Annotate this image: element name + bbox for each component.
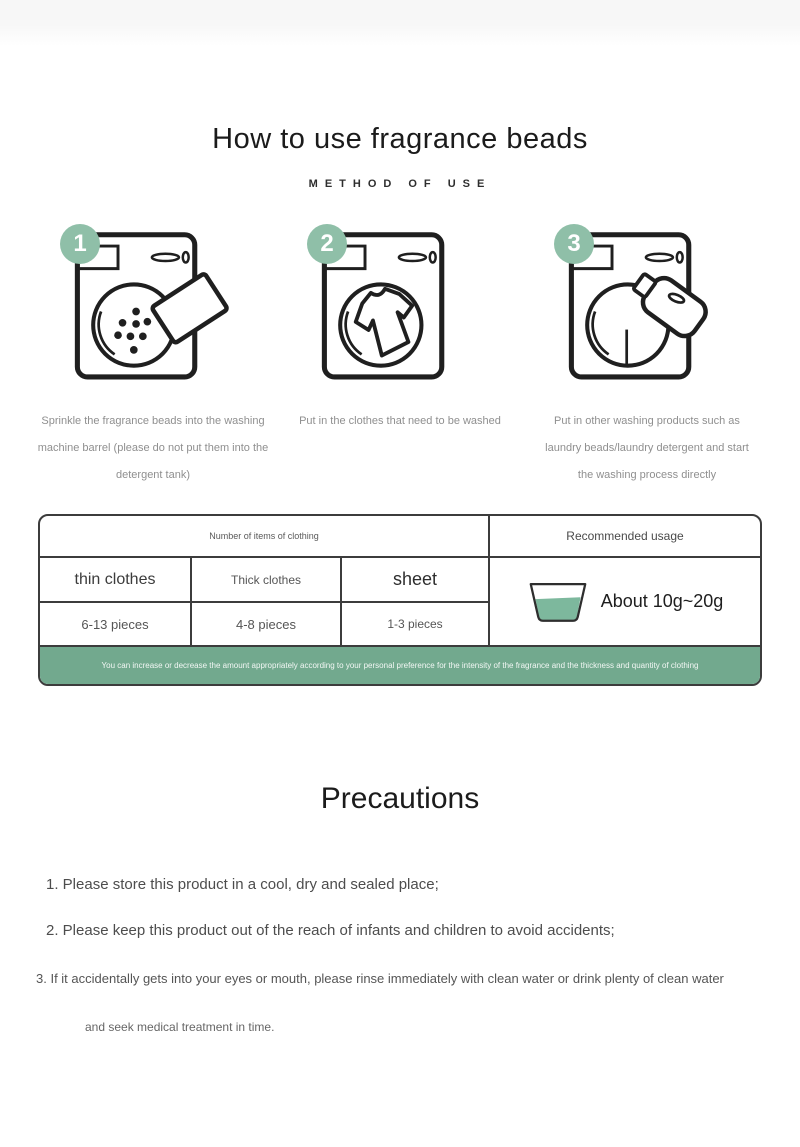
usage-table [38, 514, 762, 686]
precaution-item-1: 1. Please store this product in a cool, dry and sealed place; [46, 876, 439, 893]
step-3-illustration [562, 228, 732, 386]
clothing-type-sheet: sheet [342, 558, 490, 603]
step-3-caption: Put in other washing products such as laundry beads/laundry detergent and start the washing process directly [545, 415, 749, 481]
clothing-count-header: Number of items of clothing [40, 516, 490, 558]
step-1-caption: Sprinkle the fragrance beads into the washing machine barrel (please do not put them into the detergent tank) [37, 415, 269, 481]
step-1-illustration [68, 228, 238, 386]
step-3-badge: 3 [554, 224, 594, 264]
step-2-illustration [315, 228, 485, 386]
clothing-type-thin: thin clothes [40, 558, 192, 603]
precaution-item-3-continued: and seek medical treatment in time. [85, 1020, 275, 1034]
step-1 [30, 228, 276, 489]
precaution-item-3: 3. If it accidentally gets into your eyes or mouth, please rinse immediately with clean water or drink plenty of clean water [36, 971, 724, 986]
step-2-badge: 2 [307, 224, 347, 264]
recommended-usage-cell [490, 558, 760, 647]
recommended-usage-value: About 10g~20g [600, 591, 724, 611]
precaution-item-2: 2. Please keep this product out of the reach of infants and children to avoid accidents; [46, 922, 615, 939]
page-subtitle: METHOD OF USE [308, 178, 492, 190]
usage-note: You can increase or decrease the amount appropriately according to your personal preference for the intensity of the fragrance and the thickness and quantity of clothing [40, 647, 760, 684]
usage-steps [0, 228, 800, 489]
pieces-thick: 4-8 pieces [192, 603, 342, 647]
measuring-cup-icon [527, 581, 589, 623]
step-1-badge: 1 [60, 224, 100, 264]
precautions-title: Precautions [320, 782, 480, 815]
pieces-sheet: 1-3 pieces [342, 603, 490, 647]
clothing-type-thick: Thick clothes [192, 558, 342, 603]
step-2-caption: Put in the clothes that need to be washed [299, 415, 501, 427]
faded-top-banner [0, 0, 800, 46]
page-title: How to use fragrance beads [212, 123, 588, 155]
recommended-usage-header: Recommended usage [490, 516, 760, 558]
pieces-thin: 6-13 pieces [40, 603, 192, 647]
step-2 [277, 228, 523, 489]
step-3 [524, 228, 770, 489]
